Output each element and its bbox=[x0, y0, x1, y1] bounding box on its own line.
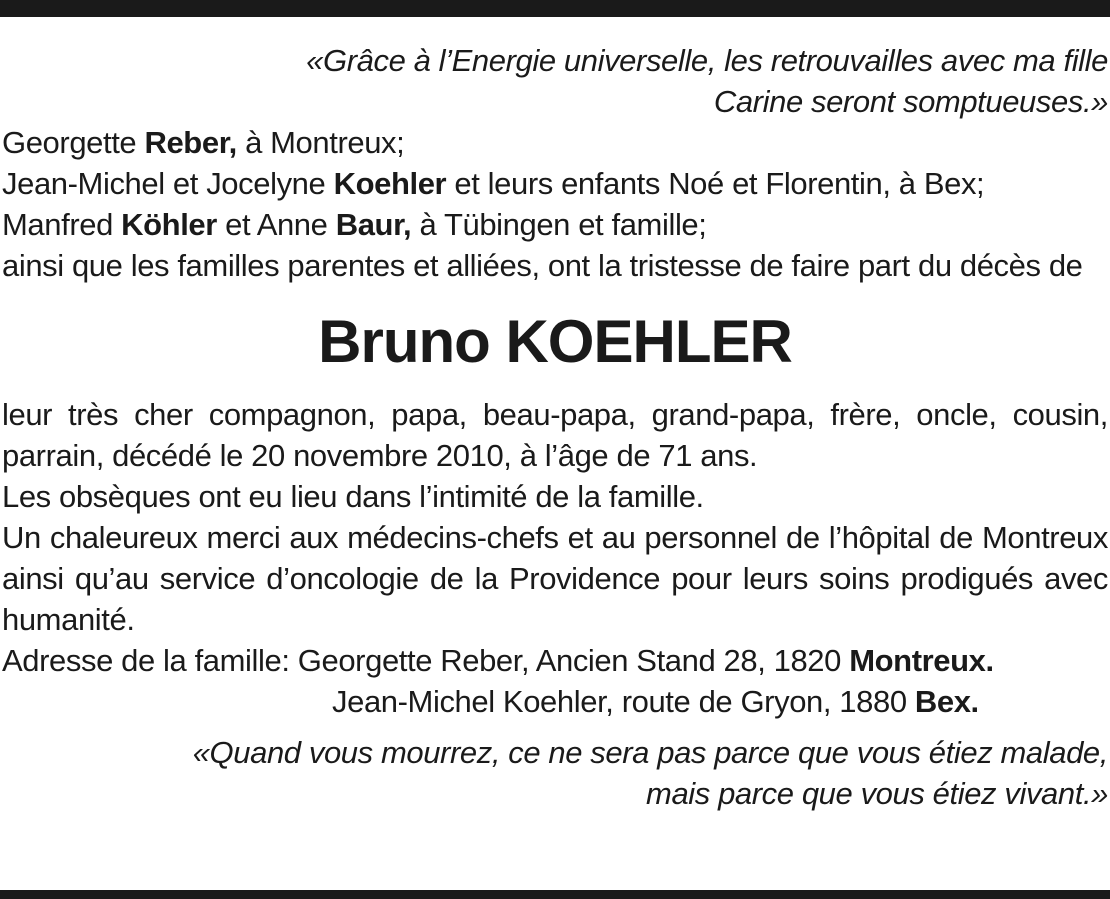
address-city: Montreux. bbox=[849, 643, 994, 678]
funeral-note: Les obsèques ont eu lieu dans l’intimité de la famille. bbox=[2, 479, 704, 514]
bottom-border-rule bbox=[0, 890, 1110, 899]
announcement-text: ainsi que les familles parentes et alliées, ont la tristesse de faire part du décès de bbox=[2, 248, 1083, 283]
mourner-surname: Koehler bbox=[333, 166, 447, 201]
mourners-list bbox=[2, 122, 1108, 245]
closing-quote bbox=[2, 732, 1108, 814]
address-line-2: Jean-Michel Koehler, route de Gryon, 1880 Bex. bbox=[332, 684, 979, 719]
deceased-description: leur très cher compagnon, papa, beau-papa, grand-papa, frère, oncle, cousin, parrain, décédé le 20 novembre 2010, à l’âge de 71 ans. bbox=[2, 397, 1108, 473]
closing-quote-line-2: mais parce que vous étiez vivant.» bbox=[646, 776, 1108, 811]
mourner-line: Jean-Michel et Jocelyne Koehler et leurs enfants Noé et Florentin, à Bex; bbox=[2, 166, 985, 201]
mourner-line: Manfred Köhler et Anne Baur, à Tübingen et famille; bbox=[2, 207, 707, 242]
mourner-surname: Reber, bbox=[144, 125, 237, 160]
opening-quote bbox=[2, 40, 1108, 122]
mourner-surname: Baur, bbox=[335, 207, 412, 242]
address-line-1: Adresse de la famille: Georgette Reber, Ancien Stand 28, 1820 Montreux. bbox=[2, 643, 994, 678]
opening-quote-line-1: «Grâce à l’Energie universelle, les retrouvailles avec ma fille bbox=[306, 43, 1108, 78]
mourner-line: Georgette Reber, à Montreux; bbox=[2, 125, 405, 160]
address-city: Bex. bbox=[914, 684, 979, 719]
address-label: Adresse de la famille: bbox=[2, 643, 298, 678]
thanks-text: Un chaleureux merci aux médecins-chefs et au personnel de l’hôpital de Montreux ainsi qu’au service d’oncologie de la Providence pour leurs soins prodigués avec humanité. bbox=[2, 520, 1108, 637]
obituary-notice bbox=[2, 40, 1108, 814]
deceased-name: Bruno KOEHLER bbox=[318, 308, 792, 375]
closing-quote-line-1: «Quand vous mourrez, ce ne sera pas parce que vous étiez malade, bbox=[192, 735, 1108, 770]
family-address bbox=[2, 640, 1108, 722]
top-border-rule bbox=[0, 0, 1110, 17]
opening-quote-line-2: Carine seront somptueuses.» bbox=[713, 84, 1108, 119]
mourner-surname: Köhler bbox=[121, 207, 217, 242]
